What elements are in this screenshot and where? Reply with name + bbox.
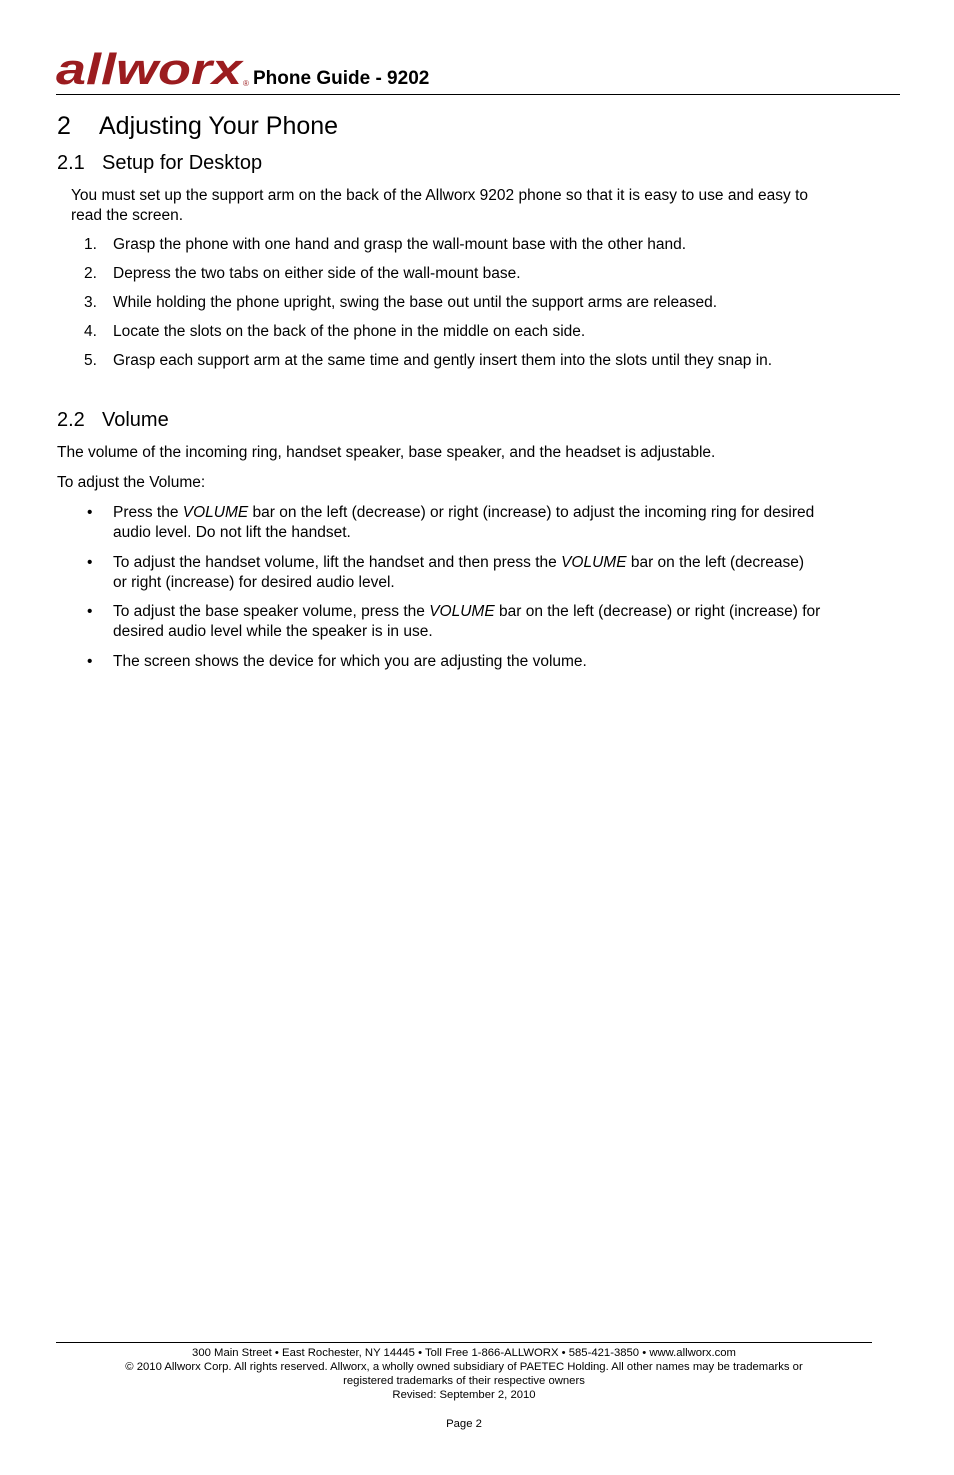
bullet-text: bar on the left (decrease) or right (increase) to adjust the incoming ring for desired [248,504,815,521]
bullet-text: Press the [113,504,183,521]
allworx-logo [56,50,252,90]
bullet: • [87,504,93,521]
bullet: • [87,554,93,571]
step-number: 3. [84,294,97,311]
bullet: • [87,603,93,620]
subsection-heading-volume [57,409,169,432]
subsection-heading-setup [57,152,262,175]
subsection-title: Setup for Desktop [102,152,263,174]
section-heading [57,112,338,141]
bullet-text: bar on the left (decrease) or right (increase) for [494,603,821,620]
footer-revised: Revised: September 2, 2010 [392,1389,536,1401]
bullet-text-line2: or right (increase) for desired audio level. [113,574,395,591]
logo-wordmark: allworx [56,50,244,90]
footer-copyright: © 2010 Allworx Corp. All rights reserved. Allworx, a wholly owned subsidiary of PAETEC Holding. All other names may be trademarks or [125,1361,803,1373]
section-number: 2 [57,112,71,140]
step-number: 1. [84,236,97,253]
footer-copyright-line2: registered trademarks of their respective owners [343,1375,585,1387]
volume-lead: To adjust the Volume: [57,474,206,491]
step-text: Locate the slots on the back of the phone in the middle on each side. [113,323,586,340]
step-number: 2. [84,265,97,282]
volume-intro: The volume of the incoming ring, handset speaker, base speaker, and the headset is adjustable. [57,444,716,461]
step-text: Depress the two tabs on either side of the wall-mount base. [113,265,521,282]
step-text: Grasp each support arm at the same time and gently insert them into the slots until they snap in. [113,352,773,369]
section-title: Adjusting Your Phone [99,112,339,140]
volume-key-label: VOLUME [429,603,495,620]
footer-divider [56,1342,872,1343]
volume-key-label: VOLUME [182,504,249,521]
footer-address: 300 Main Street • East Rochester, NY 14445 • Toll Free 1-866-ALLWORX • 585-421-3850 • www.allworx.com [192,1347,736,1359]
svg-text:®: ® [243,79,249,88]
step-text: Grasp the phone with one hand and grasp the wall-mount base with the other hand. [113,236,687,253]
volume-key-label: VOLUME [561,554,627,571]
document-title: Phone Guide - 9202 [253,68,430,89]
setup-intro-line1: You must set up the support arm on the back of the Allworx 9202 phone so that it is easy to use and easy to [71,187,808,204]
step-number: 4. [84,323,97,340]
setup-intro-line2: read the screen. [71,207,184,224]
subsection-number: 2.1 [57,152,85,174]
page-header [56,48,900,95]
step-number: 5. [84,352,97,369]
bullet-text-line2: audio level. Do not lift the handset. [113,524,351,541]
bullet: • [87,653,93,670]
bullet-text: The screen shows the device for which you are adjusting the volume. [113,653,587,670]
bullet-text-line2: desired audio level while the speaker is in use. [113,623,433,640]
subsection-number: 2.2 [57,409,85,431]
page-number: Page 2 [446,1418,482,1430]
bullet-text: bar on the left (decrease) [626,554,805,571]
bullet-text: To adjust the base speaker volume, press the [113,603,430,620]
subsection-title: Volume [102,409,169,431]
bullet-text: To adjust the handset volume, lift the handset and then press the [113,554,562,571]
step-text: While holding the phone upright, swing the base out until the support arms are released. [113,294,718,311]
